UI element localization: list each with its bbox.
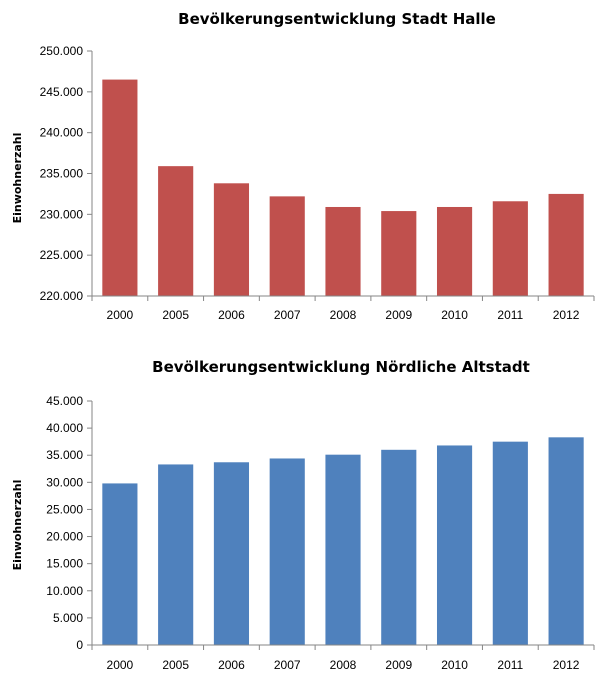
y-tick-label: 225.000 bbox=[39, 248, 83, 263]
chart-noerdliche-altstadt bbox=[11, 358, 594, 672]
x-tick-label: 2009 bbox=[385, 658, 413, 672]
y-tick-label: 235.000 bbox=[39, 166, 83, 181]
chart-1-y-ticks bbox=[40, 44, 92, 303]
y-tick-label: 220.000 bbox=[39, 289, 83, 303]
x-tick-label: 2007 bbox=[273, 658, 301, 672]
chart-2-x-labels bbox=[107, 658, 580, 672]
y-tick-label: 35.000 bbox=[46, 448, 83, 463]
bar-2007 bbox=[270, 458, 305, 645]
x-tick-label: 2005 bbox=[162, 308, 190, 322]
x-tick-label: 2000 bbox=[106, 308, 134, 322]
chart-1-ylabel: Einwohnerzahl bbox=[11, 132, 24, 224]
bar-2009 bbox=[381, 450, 416, 645]
bar-2012 bbox=[549, 437, 584, 645]
bar-2000 bbox=[102, 483, 137, 645]
bar-2007 bbox=[270, 196, 305, 296]
chart-1-x-labels bbox=[107, 308, 580, 322]
bar-2010 bbox=[437, 207, 472, 296]
y-tick-label: 30.000 bbox=[46, 475, 83, 490]
bar-2005 bbox=[158, 166, 193, 296]
bar-2008 bbox=[325, 207, 360, 296]
x-tick-label: 2008 bbox=[329, 308, 357, 322]
chart-1-bars bbox=[102, 80, 583, 296]
bar-2006 bbox=[214, 462, 249, 645]
bar-2011 bbox=[493, 201, 528, 296]
chart-2-ylabel: Einwohnerzahl bbox=[11, 479, 24, 571]
chart-2-y-ticks bbox=[46, 394, 92, 652]
chart-2-title: Bevölkerungsentwicklung Nördliche Altstadt bbox=[152, 358, 530, 376]
y-tick-label: 240.000 bbox=[39, 125, 83, 140]
bar-2010 bbox=[437, 445, 472, 645]
x-tick-label: 2000 bbox=[106, 658, 134, 672]
bar-2006 bbox=[214, 183, 249, 296]
x-tick-label: 2011 bbox=[497, 658, 524, 672]
x-tick-label: 2010 bbox=[441, 658, 468, 672]
bar-2012 bbox=[549, 194, 584, 296]
y-tick-label: 25.000 bbox=[46, 502, 83, 517]
y-tick-label: 20.000 bbox=[46, 529, 83, 544]
bar-2000 bbox=[102, 80, 137, 296]
chart-1-title: Bevölkerungsentwicklung Stadt Halle bbox=[178, 10, 496, 28]
y-tick-label: 40.000 bbox=[46, 421, 83, 436]
bar-2009 bbox=[381, 211, 416, 296]
y-tick-label: 245.000 bbox=[39, 84, 83, 99]
x-tick-label: 2010 bbox=[441, 308, 468, 322]
x-tick-label: 2006 bbox=[218, 658, 245, 672]
chart-2-bars bbox=[102, 437, 583, 645]
y-tick-label: 45.000 bbox=[46, 394, 83, 408]
bar-2011 bbox=[493, 442, 528, 645]
y-tick-label: 0 bbox=[76, 638, 83, 652]
x-tick-label: 2009 bbox=[385, 308, 413, 322]
y-tick-label: 230.000 bbox=[39, 207, 83, 222]
x-tick-label: 2006 bbox=[218, 308, 245, 322]
x-tick-label: 2008 bbox=[329, 658, 357, 672]
x-tick-label: 2007 bbox=[273, 308, 301, 322]
bar-2008 bbox=[325, 455, 360, 645]
y-tick-label: 5.000 bbox=[52, 610, 83, 625]
x-tick-label: 2012 bbox=[552, 308, 580, 322]
y-tick-label: 15.000 bbox=[46, 556, 83, 571]
x-tick-label: 2011 bbox=[497, 308, 524, 322]
bar-2005 bbox=[158, 464, 193, 645]
chart-stadt-halle bbox=[11, 10, 594, 322]
y-tick-label: 10.000 bbox=[46, 583, 83, 598]
x-tick-label: 2012 bbox=[552, 658, 580, 672]
x-tick-label: 2005 bbox=[162, 658, 190, 672]
y-tick-label: 250.000 bbox=[39, 44, 83, 58]
